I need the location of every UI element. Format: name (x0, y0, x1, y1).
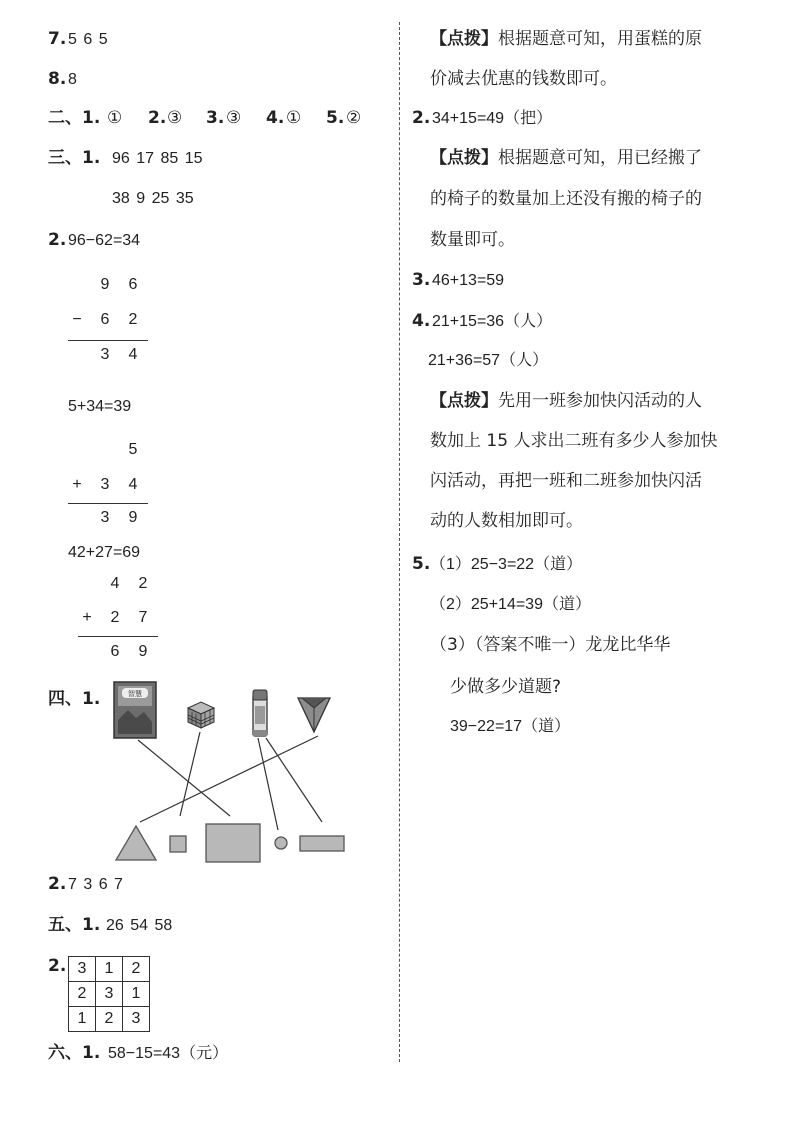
section-2-answer-4: ① (286, 108, 302, 128)
calc2-result-digit: 3 (100, 509, 110, 526)
shape-options (116, 824, 344, 862)
tip-3-line-3: 闪活动，再把一班和二班参加快闪活 (430, 471, 702, 491)
equation-2: 5+34=39 (68, 398, 132, 415)
section-2-answer-5: ② (346, 108, 362, 128)
calc3-top-digit: 4 (110, 575, 120, 592)
tip-2-line-2: 的椅子的数量加上还没有搬的椅子的 (430, 189, 702, 209)
calc3-top-digit: 2 (138, 575, 148, 592)
section-4-q2-values: 7 3 6 7 (68, 876, 123, 893)
tip-1-text: 根据题意可知，用蛋糕的原 (498, 29, 702, 49)
q4-equation-2: 21+36=57（人） (428, 352, 549, 369)
grid-cell: 1 (69, 1007, 96, 1032)
q5-part-3: （3）（答案不唯一）龙龙比华华 (430, 635, 671, 655)
calc3-mid-digit: 7 (138, 609, 148, 626)
section-5-label: 五、1. (48, 915, 101, 935)
section-2-label: 二、1. (48, 108, 101, 128)
q2-equation: 34+15=49（把） (432, 110, 553, 127)
section-4-label: 四、1. (48, 689, 101, 709)
section-3-row-1: 96 17 85 15 (112, 150, 203, 167)
equation-3: 42+27=69 (68, 544, 141, 561)
column-divider (399, 22, 400, 1062)
q5-part-3-equation: 39−22=17（道） (450, 718, 571, 735)
calc1-rule (68, 340, 148, 341)
long-rectangle-shape (300, 836, 344, 851)
q3-label: 3. (412, 270, 431, 290)
tip-tag: 【点拨】 (430, 148, 498, 168)
q7-label: 7. (48, 29, 67, 49)
calc1-result-digit: 4 (128, 346, 138, 363)
section-2-answer-2: ③ (167, 108, 183, 128)
section-2-label-5: 5. (326, 108, 345, 128)
number-grid (68, 956, 150, 1032)
tip-2-line-3: 数量即可。 (430, 230, 515, 250)
q3-equation: 46+13=59 (432, 272, 505, 289)
matching-lines (138, 732, 322, 830)
tip-1-line-2: 价减去优惠的钱数即可。 (430, 69, 617, 89)
q4-label: 4. (412, 311, 431, 331)
calc2-rule (68, 503, 148, 504)
triangular-prism-image (298, 698, 330, 732)
grid-row (69, 982, 150, 1007)
q5-label: 5. (412, 554, 431, 574)
section-2-label-2: 2. (148, 108, 167, 128)
section-6-equation: 58−15=43（元） (108, 1045, 229, 1062)
grid-cell: 1 (96, 957, 123, 982)
triangle-shape (116, 826, 156, 860)
q5-part-3-question: 少做多少道题? (450, 677, 562, 697)
section-5-q2-label: 2. (48, 956, 67, 976)
grid-cell: 3 (96, 982, 123, 1007)
calc3-operator: + (82, 609, 92, 626)
section-2-label-4: 4. (266, 108, 285, 128)
section-3-q2-equation: 96−62=34 (68, 232, 141, 249)
tip-2-text: 根据题意可知，用已经搬了 (498, 148, 702, 168)
tip-3-line-1 (430, 390, 702, 412)
calc1-top-digit: 9 (100, 276, 110, 293)
section-5-values: 26 54 58 (106, 917, 173, 934)
section-6-label: 六、1. (48, 1043, 101, 1063)
large-rectangle-shape (206, 824, 260, 862)
section-2-answer-3: ③ (226, 108, 242, 128)
section-2-answer-1: ① (107, 108, 123, 128)
small-square-shape (170, 836, 186, 852)
grid-cell: 2 (123, 957, 150, 982)
q8-values: 8 (68, 71, 77, 88)
grid-row (69, 957, 150, 982)
tip-3-line-4: 动的人数相加即可。 (430, 511, 583, 531)
tip-3-line-2: 数加上 15 人求出二班有多少人参加快 (430, 431, 718, 451)
section-2-label-3: 3. (206, 108, 225, 128)
q7-values: 5 6 5 (68, 31, 108, 48)
calc1-top-digit: 6 (128, 276, 138, 293)
q5-part-2: （2）25+14=39（道） (430, 596, 591, 613)
glue-stick-image (253, 690, 267, 736)
calc1-result-digit: 3 (100, 346, 110, 363)
tip-tag: 【点拨】 (430, 391, 498, 411)
calc1-mid-digit: 2 (128, 311, 138, 328)
calc1-operator: − (72, 311, 82, 328)
grid-row (69, 1007, 150, 1032)
grid-cell: 3 (69, 957, 96, 982)
book-image (114, 682, 156, 738)
calc3-mid-digit: 2 (110, 609, 120, 626)
calc2-operator: + (72, 476, 82, 493)
tip-3-text: 先用一班参加快闪活动的人 (498, 391, 702, 411)
q8-label: 8. (48, 69, 67, 89)
tip-2-line-1 (430, 147, 702, 169)
calc2-mid-digit: 3 (100, 476, 110, 493)
calc2-mid-digit: 4 (128, 476, 138, 493)
circle-shape (275, 837, 287, 849)
q5-part-1: （1）25−3=22（道） (430, 556, 583, 573)
grid-cell: 2 (96, 1007, 123, 1032)
q2-label: 2. (412, 108, 431, 128)
calc3-rule (78, 636, 158, 637)
calc3-result-digit: 9 (138, 643, 148, 660)
grid-cell: 3 (123, 1007, 150, 1032)
section-3-q2-label: 2. (48, 230, 67, 250)
rubiks-cube-image (188, 702, 214, 728)
q4-equation-1: 21+15=36（人） (432, 313, 553, 330)
grid-cell: 2 (69, 982, 96, 1007)
calc3-result-digit: 6 (110, 643, 120, 660)
calc2-top-digit: 5 (128, 441, 138, 458)
section-3-label: 三、1. (48, 148, 101, 168)
calc1-mid-digit: 6 (100, 311, 110, 328)
shape-matching-figure (100, 676, 360, 866)
section-3-row-2: 38 9 25 35 (112, 190, 194, 207)
section-4-q2-label: 2. (48, 874, 67, 894)
grid-cell: 1 (123, 982, 150, 1007)
tip-tag: 【点拨】 (430, 29, 498, 49)
calc2-result-digit: 9 (128, 509, 138, 526)
tip-1-line-1 (430, 28, 702, 50)
book-title: 智慧 (128, 690, 142, 698)
